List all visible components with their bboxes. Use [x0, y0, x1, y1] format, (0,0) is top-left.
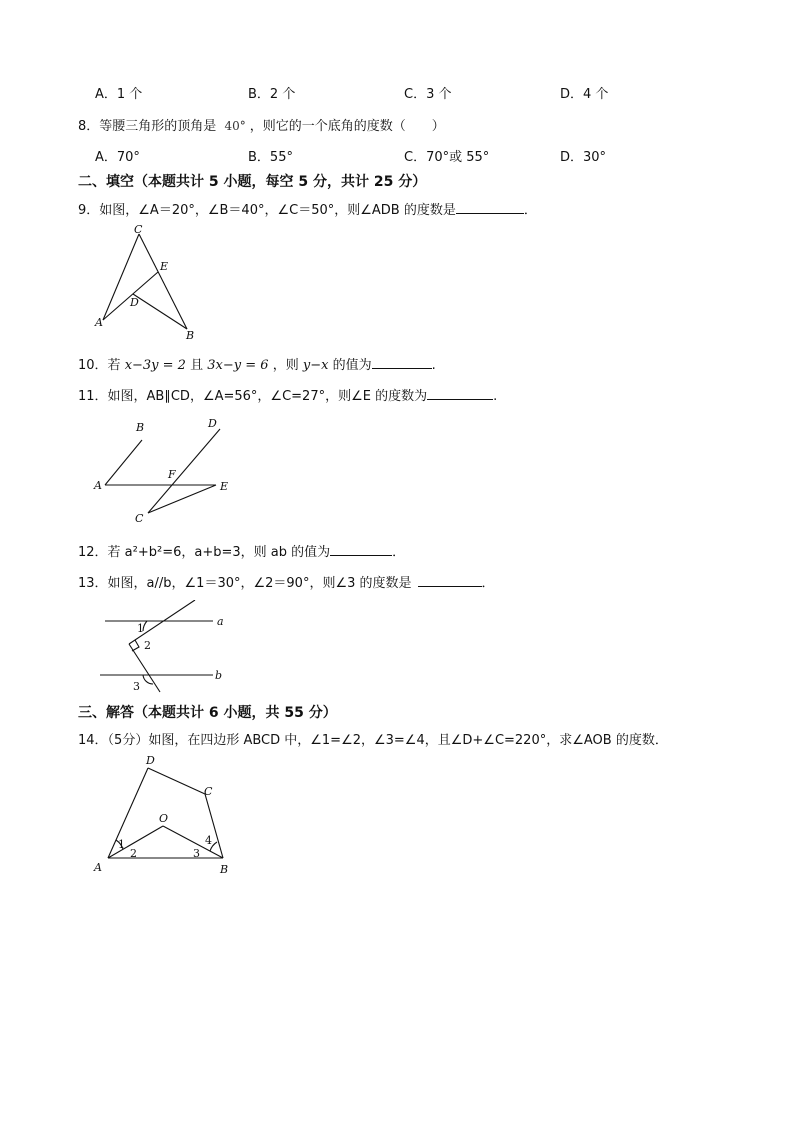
- q9-label-d: D: [130, 296, 139, 309]
- q10-expression: y−x: [302, 358, 329, 373]
- q11-answer-blank: [427, 386, 493, 400]
- section-3-heading: 三、解答（本题共计 6 小题，共 55 分）: [78, 705, 337, 721]
- q9-label-b: B: [186, 329, 195, 342]
- q14-stem: 14．（5分）如图，在四边形 ABCD 中，∠1=∠2，∠3=∠4，且∠D+∠C=220°，求∠AOB 的度数．: [78, 733, 668, 748]
- q14-label-4: 4: [205, 834, 212, 847]
- q9-end: ．: [523, 203, 537, 218]
- q7-option-c: C．3 个: [404, 87, 452, 102]
- q10-end: .: [431, 358, 436, 373]
- q7-option-a: A．1 个: [95, 87, 143, 102]
- q13-end: ．: [481, 576, 495, 591]
- q9-label-a: A: [95, 316, 103, 329]
- q11-text: 11．如图，AB∥CD，∠A=56°，∠C=27°，则∠E 的度数为: [78, 389, 428, 404]
- q11-label-d: D: [208, 417, 217, 430]
- q10-mid: 且: [190, 358, 204, 373]
- q8-stem-before: 等腰三角形的顶角是: [99, 119, 217, 134]
- q14-label-b: B: [220, 863, 229, 876]
- q14-figure: [88, 750, 238, 876]
- q13-label-2: 2: [144, 639, 151, 652]
- q8-angle-value: 40°: [224, 119, 246, 133]
- q11-label-e: E: [220, 480, 229, 493]
- q13-label-3: 3: [133, 680, 140, 693]
- q8-number: 8．: [78, 119, 100, 134]
- q11-line-cd: [148, 429, 220, 513]
- q14-label-d: D: [146, 754, 155, 767]
- q9-figure: [90, 222, 210, 346]
- q7-option-d: D．4 个: [560, 87, 609, 102]
- q13-figure: [95, 600, 235, 696]
- q11-label-b: B: [136, 421, 145, 434]
- section-2-heading: 二、填空（本题共计 5 小题，每空 5 分，共计 25 分）: [78, 174, 427, 190]
- q12-end: ．: [392, 545, 406, 560]
- q11-end: .: [493, 389, 498, 404]
- q11-figure: [90, 412, 240, 528]
- q7-option-b: B．2 个: [248, 87, 296, 102]
- q14-side-ad: [108, 768, 148, 858]
- q14-side-cb: [205, 794, 223, 858]
- q8-option-b: B．55°: [248, 150, 293, 165]
- q13-label-b: b: [215, 669, 223, 682]
- q10-prefix: 10．若: [78, 358, 121, 373]
- q9-stem: [78, 199, 537, 218]
- q13-label-1: 1: [137, 622, 144, 635]
- q12-text: 12．若 a²+b²=6，a+b=3，则 ab 的值为: [78, 545, 331, 560]
- q14-label-1: 1: [118, 838, 125, 851]
- q8-option-c: C．70°或 55°: [404, 150, 490, 165]
- q13-text: 13．如图，a//b，∠1＝30°，∠2＝90°，则∠3 的度数是: [78, 576, 412, 591]
- q9-line-cb: [139, 234, 187, 329]
- q10-mid2: ，则: [272, 358, 299, 373]
- q12-answer-blank: [330, 542, 392, 556]
- q8-option-a: A．70°: [95, 150, 140, 165]
- q11-label-c: C: [135, 512, 144, 525]
- q14-label-3: 3: [193, 847, 200, 860]
- q14-label-c: C: [204, 785, 213, 798]
- q8-option-d: D．30°: [560, 150, 607, 165]
- q11-label-f: F: [168, 468, 176, 481]
- q9-label-c: C: [134, 223, 143, 236]
- q14-side-dc: [148, 768, 205, 794]
- q8-stem: [78, 115, 445, 134]
- q14-label-a: A: [94, 861, 102, 874]
- q9-text: 9．如图，∠A＝20°，∠B＝40°，∠C＝50°，则∠ADB 的度数是: [78, 203, 456, 218]
- q9-label-e: E: [160, 260, 169, 273]
- q9-answer-blank: [456, 200, 524, 214]
- q11-line-ce: [148, 485, 216, 513]
- q11-line-ab: [105, 440, 142, 485]
- q12-stem: [78, 541, 405, 560]
- q13-label-a: a: [217, 615, 224, 628]
- q11-label-a: A: [94, 479, 102, 492]
- q10-equation-2: 3x−y = 6: [207, 358, 269, 373]
- q13-answer-blank: [418, 573, 482, 587]
- q10-equation-1: x−3y = 2: [124, 358, 186, 373]
- q13-stem: [78, 572, 495, 591]
- q10-answer-blank: [372, 355, 432, 369]
- q14-label-2: 2: [130, 847, 137, 860]
- q8-stem-after: ，则它的一个底角的度数（ ）: [249, 119, 445, 134]
- q11-stem: [78, 385, 497, 404]
- q10-suffix: 的值为: [332, 358, 372, 373]
- q9-line-db: [133, 294, 187, 329]
- q10-stem: [78, 354, 436, 373]
- q14-label-o: O: [159, 812, 169, 825]
